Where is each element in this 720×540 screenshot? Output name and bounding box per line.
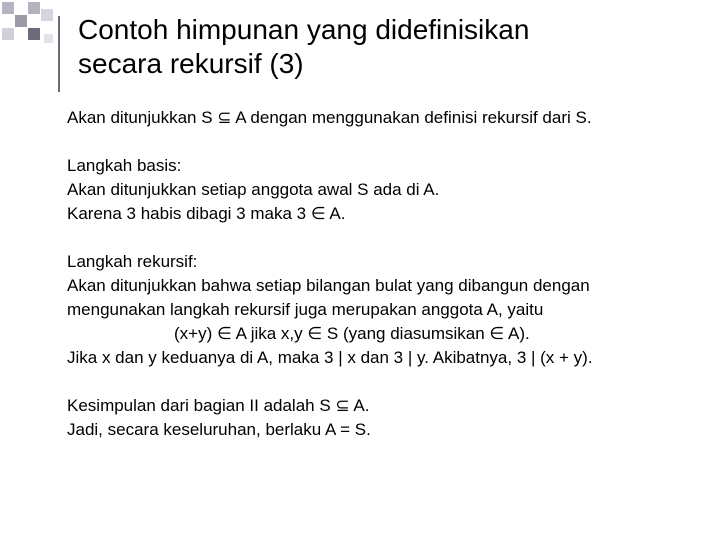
title-accent-bar	[58, 16, 60, 92]
basis-heading: Langkah basis:	[67, 156, 182, 175]
deco-square	[15, 15, 27, 27]
spacer	[67, 226, 707, 250]
basis-line: Akan ditunjukkan setiap anggota awal S ada di A.	[67, 180, 440, 199]
spacer	[67, 130, 707, 154]
deco-square	[28, 2, 40, 14]
deco-square	[2, 28, 14, 40]
conclusion-line: Kesimpulan dari bagian II adalah S ⊆ A.	[67, 396, 370, 415]
basis-line: Karena 3 habis dibagi 3 maka 3 ∈ A.	[67, 204, 346, 223]
recursive-line: Akan ditunjukkan bahwa setiap bilangan bulat yang dibangun dengan	[67, 276, 590, 295]
intro-text: Akan ditunjukkan S ⊆ A dengan menggunakan definisi rekursif dari S.	[67, 108, 592, 127]
deco-square	[41, 9, 53, 21]
recursive-line: (x+y) ∈ A jika x,y ∈ S (yang diasumsikan ∈ A).	[174, 324, 530, 343]
slide-title	[78, 13, 698, 81]
deco-square	[44, 34, 53, 43]
spacer	[67, 370, 707, 394]
title-line-2: secara rekursif (3)	[78, 48, 304, 79]
recursive-heading: Langkah rekursif:	[67, 252, 198, 271]
deco-square	[2, 2, 14, 14]
recursive-line: mengunakan langkah rekursif juga merupakan anggota A, yaitu	[67, 300, 544, 319]
decorative-squares	[0, 0, 60, 48]
recursive-line: Jika x dan y keduanya di A, maka 3 | x dan 3 | y. Akibatnya, 3 | (x + y).	[67, 348, 593, 367]
deco-square	[28, 28, 40, 40]
conclusion-line: Jadi, secara keseluruhan, berlaku A = S.	[67, 420, 371, 439]
slide-body	[67, 106, 707, 442]
title-line-1: Contoh himpunan yang didefinisikan	[78, 14, 530, 45]
